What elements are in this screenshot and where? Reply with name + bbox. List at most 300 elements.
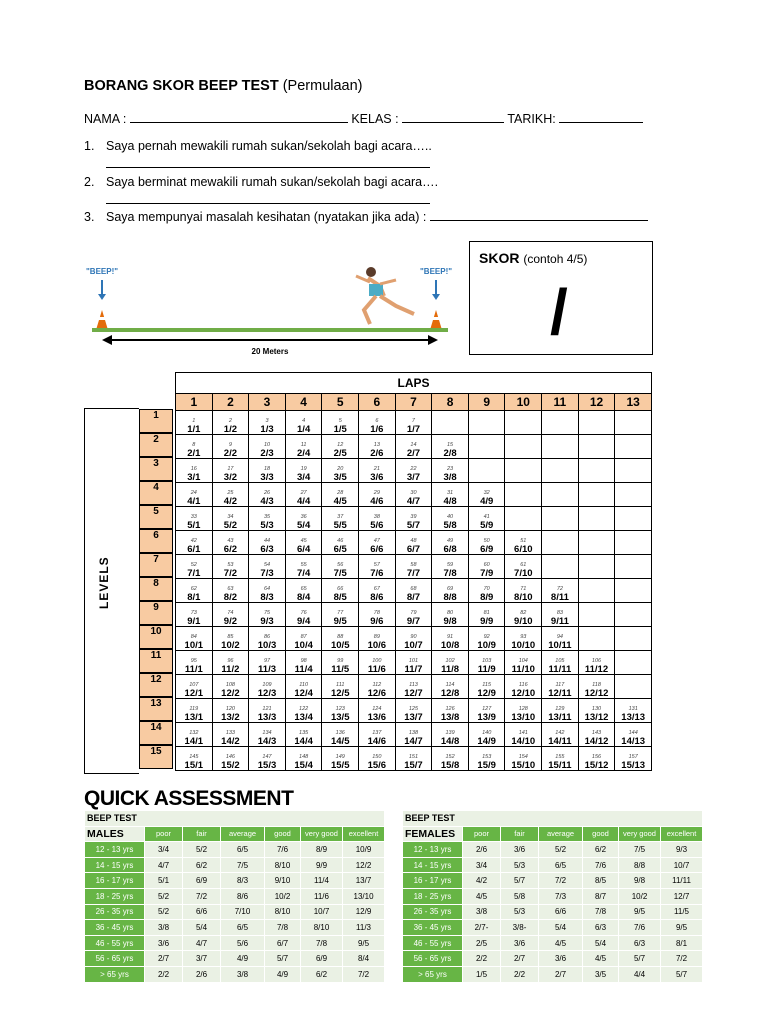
level-lap: 9/4 (297, 616, 311, 627)
lap-cell (505, 651, 542, 675)
lap-cell (359, 603, 396, 627)
lap-cell (285, 747, 322, 771)
shuttle-count: 126 (445, 706, 455, 712)
level-lap: 12/2 (221, 688, 240, 699)
lap-cell (468, 675, 505, 699)
level-lap: 15/10 (511, 760, 536, 771)
lap-cell (176, 459, 213, 483)
distance-arrow (102, 335, 438, 345)
qa-row (85, 966, 385, 982)
level-lap: 5/5 (333, 520, 347, 531)
level-lap: 13/8 (440, 712, 460, 723)
shuttle-count: 40 (447, 514, 454, 520)
level-lap: 6/1 (187, 544, 201, 555)
qa-header: BEEP TEST (403, 811, 703, 827)
lap-cell (615, 699, 652, 723)
qa-value: 9/5 (619, 904, 661, 920)
level-lap: 10/11 (548, 640, 572, 651)
lap-cell (432, 675, 469, 699)
qa-value: 6/3 (619, 935, 661, 951)
qa-value: 6/3 (583, 920, 619, 936)
qa-row (403, 904, 703, 920)
lap-cell (176, 699, 213, 723)
level-lap: 6/7 (406, 544, 421, 555)
lap-cell (322, 747, 359, 771)
empty-cell (578, 555, 615, 579)
lap-cell (505, 747, 542, 771)
lap-cell (249, 483, 286, 507)
shuttle-count: 10 (263, 442, 271, 448)
shuttle-count: 77 (337, 610, 344, 616)
shuttle-count: 128 (518, 706, 528, 712)
level-lap: 13/11 (548, 712, 572, 723)
question-2 (84, 175, 438, 189)
shuttle-count: 141 (518, 730, 528, 736)
lap-cell (395, 699, 432, 723)
lap-cell (542, 675, 579, 699)
shuttle-count: 143 (591, 730, 602, 736)
shuttle-count: 12 (337, 442, 344, 448)
lap-cell (505, 627, 542, 651)
qa-row (403, 920, 703, 936)
level-lap: 11/1 (184, 664, 203, 675)
qa-value: 12/9 (343, 904, 385, 920)
level-lap: 10/4 (294, 640, 313, 651)
level-lap: 14/5 (330, 736, 350, 747)
lap-number: 3 (249, 394, 286, 411)
level-lap: 2/5 (333, 448, 347, 459)
age-group: 16 - 17 yrs (85, 873, 145, 889)
level-lap: 10/9 (477, 640, 496, 651)
qa-column-header: very good (301, 826, 343, 842)
beep-left-label: "BEEP!" (86, 267, 119, 276)
lap-cell (322, 627, 359, 651)
empty-cell (578, 603, 615, 627)
shuttle-count: 35 (263, 514, 271, 520)
lap-cell (176, 651, 213, 675)
level-lap: 15/3 (257, 760, 277, 771)
level-lap: 14/3 (257, 736, 277, 747)
qa-value: 9/9 (301, 857, 343, 873)
level-lap: 15/9 (477, 760, 496, 771)
shuttle-count: 44 (263, 538, 271, 544)
lap-cell (395, 603, 432, 627)
tarikh-field[interactable] (559, 111, 643, 123)
shuttle-count: 125 (408, 706, 419, 712)
qa-value: 4/9 (265, 966, 301, 982)
empty-cell (542, 459, 579, 483)
beep-test-illustration (84, 262, 454, 358)
lap-cell (395, 531, 432, 555)
age-group: 12 - 13 yrs (403, 842, 463, 858)
shuttle-count: 106 (591, 658, 602, 664)
lap-cell (359, 555, 396, 579)
shuttle-count: 71 (520, 586, 527, 592)
shuttle-count: 6 (375, 418, 379, 424)
level-lap: 1/5 (333, 424, 347, 435)
level-lap: 8/2 (223, 592, 238, 603)
shuttle-count: 63 (227, 586, 234, 592)
qa-value: 6/6 (539, 904, 583, 920)
shuttle-count: 116 (518, 682, 528, 688)
lap-cell (176, 627, 213, 651)
level-lap: 7/7 (406, 568, 421, 579)
level-lap: 12/10 (511, 688, 536, 699)
lap-cell (249, 411, 286, 435)
qa-value: 6/5 (221, 920, 265, 936)
qa-value: 8/7 (583, 888, 619, 904)
qa-column-header: poor (145, 826, 183, 842)
level-lap: 4/6 (370, 496, 384, 507)
lap-cell (176, 723, 213, 747)
age-group: 46 - 55 yrs (85, 935, 145, 951)
shuttle-count: 99 (337, 658, 344, 664)
empty-cell (578, 507, 615, 531)
qa-value: 5/2 (183, 842, 221, 858)
lap-cell (468, 699, 505, 723)
shuttle-count: 73 (190, 610, 197, 616)
qa-value: 5/6 (221, 935, 265, 951)
level-lap: 15/6 (367, 760, 387, 771)
qa-value: 2/2 (463, 951, 501, 967)
lap-cell (249, 531, 286, 555)
qa-value: 2/2 (145, 966, 183, 982)
lap-cell (285, 555, 322, 579)
title-bold: BORANG SKOR BEEP TEST (84, 78, 279, 94)
level-lap: 12/5 (330, 688, 350, 699)
level-lap: 9/7 (406, 616, 421, 627)
qa-value: 11/4 (301, 873, 343, 889)
qa-row (85, 920, 385, 936)
shuttle-count: 105 (555, 658, 565, 664)
level-lap: 13/2 (221, 712, 240, 723)
level-row (176, 483, 652, 507)
shuttle-count: 34 (227, 514, 234, 520)
qa-value: 7/2 (539, 873, 583, 889)
level-lap: 2/8 (443, 448, 457, 459)
level-lap: 10/3 (257, 640, 277, 651)
lap-cell (285, 411, 322, 435)
lap-cell (176, 507, 213, 531)
level-lap: 3/6 (370, 472, 384, 483)
level-lap: 12/12 (584, 688, 609, 699)
level-lap: 8/4 (297, 592, 311, 603)
qa-value: 7/8 (301, 935, 343, 951)
lap-cell (359, 483, 396, 507)
nama-field[interactable] (130, 111, 348, 123)
lap-cell (359, 579, 396, 603)
shuttle-count: 2 (228, 418, 232, 424)
shuttle-count: 74 (227, 610, 234, 616)
level-lap: 1/1 (187, 424, 201, 435)
lap-cell (212, 603, 249, 627)
lap-cell (542, 651, 579, 675)
level-lap: 13/4 (294, 712, 313, 723)
age-group: 18 - 25 yrs (85, 888, 145, 904)
shuttle-count: 56 (337, 562, 344, 568)
level-lap: 4/7 (406, 496, 421, 507)
lap-cell (359, 675, 396, 699)
males-assessment-table (84, 810, 385, 983)
lap-cell (432, 627, 469, 651)
qa-value: 5/7 (619, 951, 661, 967)
qa-value: 6/9 (301, 951, 343, 967)
shuttle-count: 17 (227, 466, 234, 472)
level-lap: 9/8 (443, 616, 457, 627)
score-title: SKOR (479, 250, 520, 266)
level-row (176, 699, 652, 723)
empty-cell (615, 483, 652, 507)
lap-cell (212, 483, 249, 507)
shuttle-count: 124 (372, 706, 382, 712)
qa-value: 3/8 (221, 966, 265, 982)
qa-value: 7/5 (619, 842, 661, 858)
qa-value: 7/2 (661, 951, 703, 967)
lap-cell (578, 675, 615, 699)
lap-cell (249, 675, 286, 699)
level-row (176, 531, 652, 555)
lap-cell (468, 507, 505, 531)
empty-cell (542, 483, 579, 507)
qa-value: 8/4 (343, 951, 385, 967)
lap-cell (322, 411, 359, 435)
qa-row (85, 873, 385, 889)
level-lap: 15/5 (330, 760, 350, 771)
qa-value: 7/8 (265, 920, 301, 936)
qa-value: 5/3 (501, 904, 539, 920)
score-label (479, 250, 587, 266)
shuttle-count: 135 (299, 730, 309, 736)
lap-cell (285, 723, 322, 747)
qa-value: 6/5 (539, 857, 583, 873)
level-row (176, 435, 652, 459)
level-lap: 10/7 (404, 640, 423, 651)
shuttle-count: 134 (262, 730, 272, 736)
cone-icon (96, 310, 108, 330)
qa-value: 5/7 (265, 951, 301, 967)
qa-value: 13/7 (343, 873, 385, 889)
qa-value: 7/6 (265, 842, 301, 858)
lap-cell (249, 579, 286, 603)
lap-number: 10 (505, 394, 542, 411)
level-lap: 11/5 (331, 664, 350, 675)
level-number: 9 (139, 601, 173, 625)
lap-cell (395, 723, 432, 747)
shuttle-count: 28 (337, 490, 344, 496)
level-lap: 14/8 (440, 736, 460, 747)
question-text: Saya pernah mewakili rumah sukan/sekolah bagi acara….. (106, 139, 432, 153)
lap-cell (432, 459, 469, 483)
lap-cell (212, 435, 249, 459)
level-lap: 5/4 (297, 520, 311, 531)
level-lap: 4/4 (297, 496, 311, 507)
qa-value: 4/4 (619, 966, 661, 982)
lap-cell (249, 651, 286, 675)
shuttle-count: 104 (518, 658, 528, 664)
lap-cell (432, 747, 469, 771)
qa-row (403, 888, 703, 904)
qa-value: 5/3 (501, 857, 539, 873)
level-lap: 4/2 (223, 496, 238, 507)
level-lap: 6/10 (514, 544, 533, 555)
qa-value: 6/2 (301, 966, 343, 982)
lap-cell (212, 723, 249, 747)
level-lap: 14/12 (584, 736, 609, 747)
lap-cell (212, 507, 249, 531)
shuttle-count: 97 (263, 658, 271, 664)
shuttle-count: 131 (628, 706, 638, 712)
question-text: Saya mempunyai masalah kesihatan (nyatakan jika ada) : (106, 210, 427, 224)
qa-value: 3/4 (145, 842, 183, 858)
level-lap: 8/6 (370, 592, 384, 603)
level-number: 13 (139, 697, 173, 721)
level-lap: 3/8 (443, 472, 457, 483)
qa-value: 5/1 (145, 873, 183, 889)
qa-row (85, 935, 385, 951)
empty-cell (615, 627, 652, 651)
qa-value: 8/10 (265, 857, 301, 873)
age-group: 14 - 15 yrs (403, 857, 463, 873)
level-lap: 8/3 (260, 592, 274, 603)
qa-value: 5/2 (145, 888, 183, 904)
kelas-field[interactable] (402, 111, 504, 123)
lap-cell (322, 579, 359, 603)
empty-cell (615, 603, 652, 627)
age-group: 12 - 13 yrs (85, 842, 145, 858)
shuttle-count: 29 (373, 490, 380, 496)
lap-cell (542, 723, 579, 747)
level-lap: 14/9 (477, 736, 496, 747)
qa-value: 11/5 (661, 904, 703, 920)
level-lap: 1/7 (406, 424, 421, 435)
shuttle-count: 87 (300, 634, 307, 640)
score-box[interactable] (469, 241, 653, 355)
shuttle-count: 45 (300, 538, 307, 544)
lap-cell (322, 531, 359, 555)
shuttle-count: 140 (482, 730, 492, 736)
level-lap: 9/3 (260, 616, 274, 627)
level-lap: 6/5 (333, 544, 347, 555)
level-number: 4 (139, 481, 173, 505)
age-group: 14 - 15 yrs (85, 857, 145, 873)
lap-cell (468, 651, 505, 675)
shuttle-count: 152 (445, 754, 455, 760)
level-lap: 7/10 (514, 568, 533, 579)
lap-cell (176, 531, 213, 555)
lap-cell (505, 579, 542, 603)
level-lap: 13/7 (404, 712, 423, 723)
level-lap: 10/10 (511, 640, 536, 651)
lap-cell (542, 579, 579, 603)
shuttle-count: 15 (447, 442, 454, 448)
lap-cell (359, 699, 396, 723)
level-number: 10 (139, 625, 173, 649)
qa-value: 8/10 (265, 904, 301, 920)
shuttle-count: 101 (408, 658, 419, 664)
empty-cell (578, 435, 615, 459)
lap-cell (212, 675, 249, 699)
lap-cell (359, 747, 396, 771)
shuttle-count: 62 (190, 586, 197, 592)
level-lap: 14/7 (404, 736, 423, 747)
answer-line-2[interactable] (106, 192, 430, 204)
qa-value: 4/5 (583, 951, 619, 967)
lap-cell (395, 675, 432, 699)
qa-value: 7/3 (539, 888, 583, 904)
lap-cell (212, 459, 249, 483)
qa-value: 8/10 (301, 920, 343, 936)
lap-cell (468, 555, 505, 579)
level-lap: 13/3 (257, 712, 277, 723)
level-lap: 4/8 (443, 496, 457, 507)
lap-cell (505, 531, 542, 555)
levels-label: LEVELS (97, 556, 111, 609)
shuttle-count: 55 (300, 562, 307, 568)
shuttle-count: 20 (337, 466, 344, 472)
level-number: 7 (139, 553, 173, 577)
lap-cell (505, 603, 542, 627)
lap-cell (615, 723, 652, 747)
level-lap: 14/4 (294, 736, 313, 747)
lap-cell (432, 507, 469, 531)
lap-cell (176, 555, 213, 579)
qa-value: 5/7 (501, 873, 539, 889)
qa-row (85, 842, 385, 858)
empty-cell (505, 435, 542, 459)
age-group: 16 - 17 yrs (403, 873, 463, 889)
lap-cell (395, 411, 432, 435)
lap-cell (212, 531, 249, 555)
lap-cell (468, 723, 505, 747)
level-lap: 13/6 (367, 712, 387, 723)
qa-value: 10/9 (343, 842, 385, 858)
shuttle-count: 41 (483, 514, 490, 520)
question-1 (84, 139, 432, 153)
qa-row (403, 857, 703, 873)
lap-cell (432, 699, 469, 723)
level-lap: 1/2 (223, 424, 238, 435)
level-lap: 7/4 (297, 568, 311, 579)
empty-cell (615, 411, 652, 435)
empty-cell (615, 435, 652, 459)
lap-cell (468, 483, 505, 507)
lap-cell (359, 627, 396, 651)
lap-cell (285, 627, 322, 651)
age-group: 56 - 65 yrs (85, 951, 145, 967)
lap-cell (322, 459, 359, 483)
shuttle-count: 130 (591, 706, 602, 712)
shuttle-count: 95 (190, 658, 197, 664)
shuttle-count: 151 (408, 754, 419, 760)
qa-value: 8/8 (619, 857, 661, 873)
shuttle-count: 122 (299, 706, 309, 712)
shuttle-count: 118 (592, 682, 601, 688)
answer-line-3[interactable] (430, 209, 648, 221)
qa-value: 4/5 (463, 888, 501, 904)
lap-cell (322, 723, 359, 747)
level-lap: 15/4 (294, 760, 313, 771)
answer-line-1[interactable] (106, 156, 430, 168)
question-3 (84, 209, 648, 224)
cone-icon (430, 310, 442, 330)
shuttle-count: 84 (190, 634, 197, 640)
level-lap: 8/10 (514, 592, 533, 603)
shuttle-count: 14 (410, 442, 417, 448)
level-lap: 9/1 (187, 616, 201, 627)
lap-cell (212, 747, 249, 771)
arrow-down-icon (432, 280, 440, 300)
shuttle-count: 5 (338, 418, 342, 424)
